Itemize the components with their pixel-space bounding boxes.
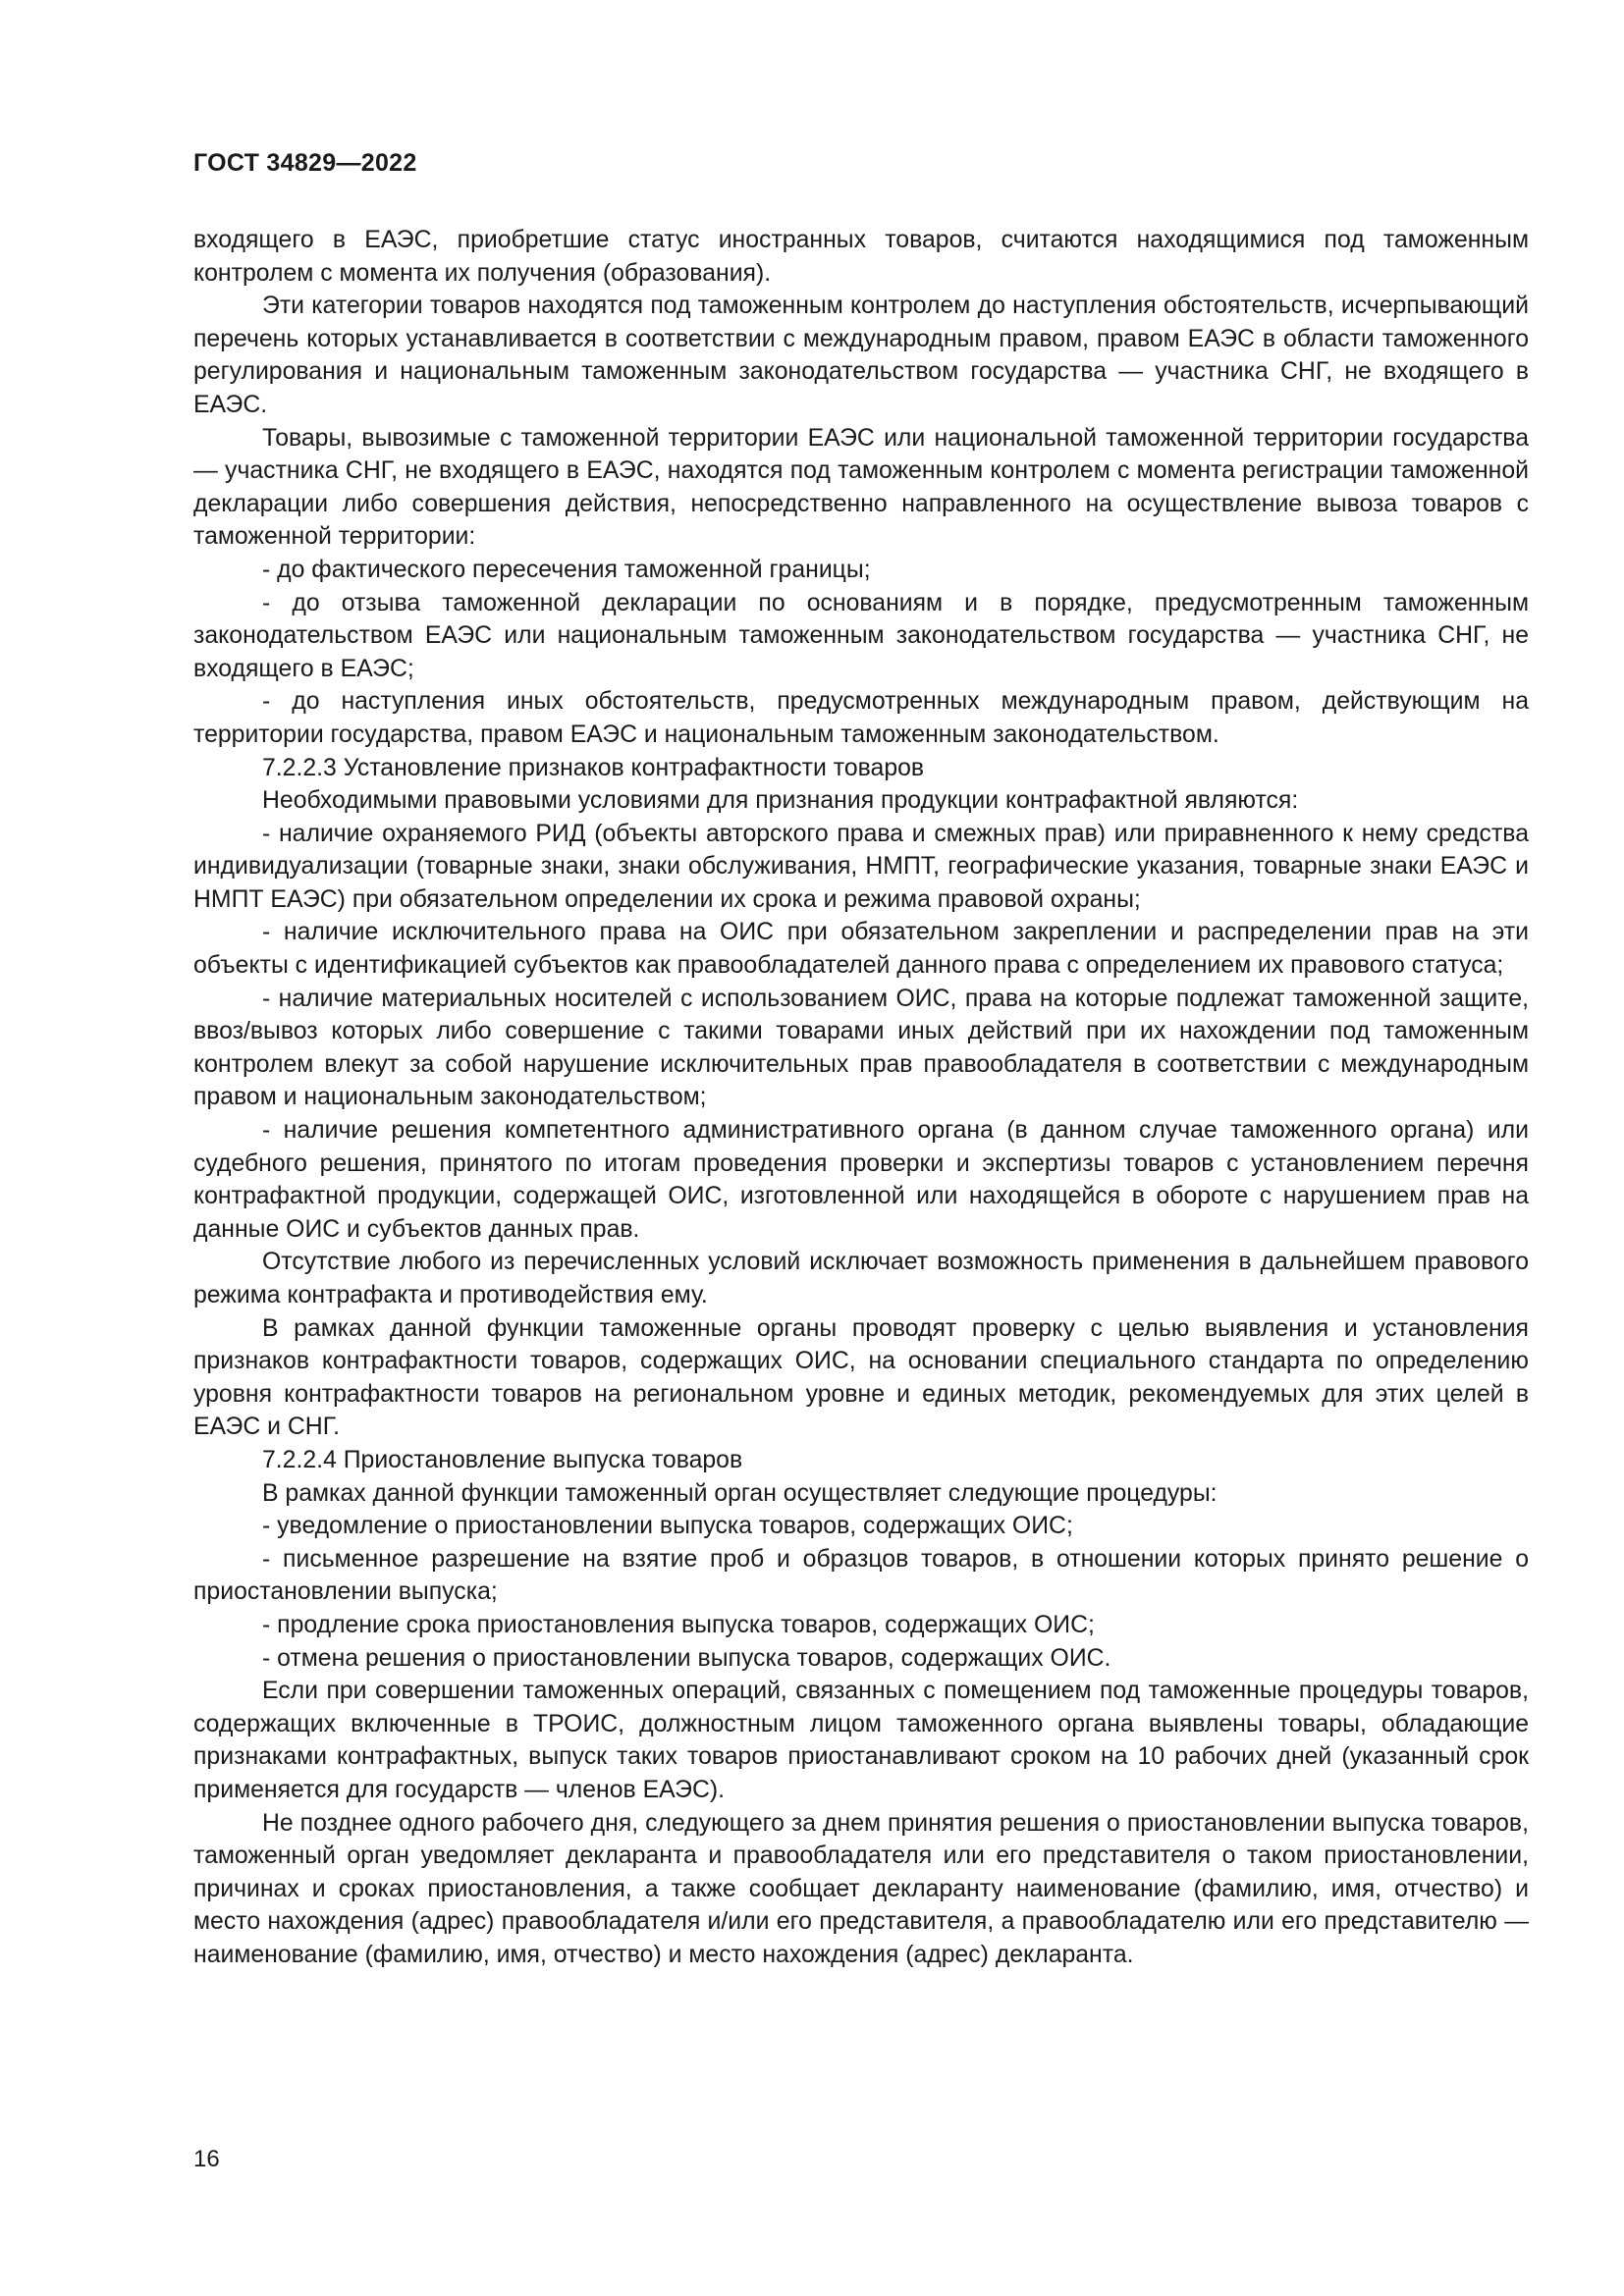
list-item: - наличие исключительного права на ОИС при обязательном закреплении и распределении прав на эти объекты с идентификацией субъектов как правообладателей данного права с определением их правового статуса; [193, 919, 1529, 980]
paragraph: Товары, вывозимые с таможенной территории ЕАЭС или национальной таможенной территории государства — участника СНГ, не входящего в ЕАЭС, находятся под таможенным контролем с момента регистрации таможенной декларации либо совершения действия, непосредственно направленного на осуществление вывоза товаров с таможенной территории: [193, 424, 1529, 551]
paragraph: Не позднее одного рабочего дня, следующего за днем принятия решения о приостановлении выпуска товаров, таможенный орган уведомляет декларанта и правообладателя или его представителя о таком приостановлении, причинах и сроках приостановления, а также сообщает декларанту наименование (фамилию, имя, отчество) и место нахождения (адрес) правообладателя и/или его представителя, а правообладателю или его представителю — наименование (фамилию, имя, отчество) и место нахождения (адрес) декларанта. [193, 1809, 1529, 1968]
paragraph: В рамках данной функции таможенный орган осуществляет следующие процедуры: [262, 1479, 1218, 1507]
document-body [193, 224, 1529, 1971]
list-item: - наличие материальных носителей с использованием ОИС, права на которые подлежат таможенной защите, ввоз/вывоз которых либо совершение с такими товарами иных действий при их нахождении под таможенным контролем влекут за собой нарушение исключительных прав правообладателя в соответствии с международным правом и национальным законодательством; [193, 985, 1529, 1111]
list-item: - отмена решения о приостановлении выпуска товаров, содержащих ОИС. [262, 1644, 1111, 1672]
paragraph: Отсутствие любого из перечисленных условий исключает возможность применения в дальнейшем правового режима контрафакта и противодействия ему. [193, 1249, 1529, 1308]
page-number: 16 [193, 2146, 220, 2172]
list-item: - наличие охраняемого РИД (объекты авторского права и смежных прав) или приравненного к нему средства индивидуализации (товарные знаки, знаки обслуживания, НМПТ, географические указания, товарные знаки ЕАЭС и НМПТ ЕАЭС) при обязательном определении их срока и режима правовой охраны; [193, 820, 1529, 913]
list-item: - уведомление о приостановлении выпуска товаров, содержащих ОИС; [262, 1513, 1073, 1540]
paragraph-continuation: входящего в ЕАЭС, приобретшие статус иностранных товаров, считаются находящимися под таможенным контролем с момента их получения (образования). [193, 227, 1529, 287]
list-item: - наличие решения компетентного административного органа (в данном случае таможенного органа) или судебного решения, принятого по итогам проведения проверки и экспертизы товаров с установлением перечня контрафактной продукции, содержащей ОИС, изготовленной или находящейся в обороте с нарушением прав на данные ОИС и субъектов данных прав. [193, 1117, 1529, 1243]
list-item: - до фактического пересечения таможенной границы; [262, 556, 871, 583]
paragraph: В рамках данной функции таможенные органы проводят проверку с целью выявления и установления признаков контрафактности товаров, содержащих ОИС, на основании специального стандарта по определению уровня контрафактности товаров на региональном уровне и единых методик, рекомендуемых для этих целей в ЕАЭС и СНГ. [193, 1314, 1529, 1441]
section-heading: 7.2.2.3 Установление признаков контрафактности товаров [262, 754, 925, 781]
paragraph: Эти категории товаров находятся под таможенным контролем до наступления обстоятельств, исчерпывающий перечень которых устанавливается в соответствии с международным правом, правом ЕАЭС в области таможенного регулирования и национальным таможенным законодательством государства — участника СНГ, не входящего в ЕАЭС. [193, 293, 1529, 418]
section-heading: 7.2.2.4 Приостановление выпуска товаров [262, 1446, 743, 1473]
list-item: - до отзыва таможенной декларации по основаниям и в порядке, предусмотренным таможенным законодательством ЕАЭС или национальным таможенным законодательством государства — участника СНГ, не входящего в ЕАЭС; [193, 589, 1529, 682]
paragraph: Необходимыми правовыми условиями для признания продукции контрафактной являются: [262, 787, 1299, 815]
paragraph: Если при совершении таможенных операций, связанных с помещением под таможенные процедуры товаров, содержащих включенные в ТРОИС, должностным лицом таможенного органа выявлены товары, обладающие признаками контрафактных, выпуск таких товаров приостанавливают сроком на 10 рабочих дней (указанный срок применяется для государств — членов ЕАЭС). [193, 1678, 1529, 1803]
list-item: - до наступления иных обстоятельств, предусмотренных международным правом, действующим на территории государства, правом ЕАЭС и национальным таможенным законодательством. [193, 688, 1529, 748]
document-header: ГОСТ 34829—2022 [193, 149, 417, 177]
list-item: - продление срока приостановления выпуска товаров, содержащих ОИС; [262, 1611, 1095, 1638]
list-item: - письменное разрешение на взятие проб и образцов товаров, в отношении которых принято решение о приостановлении выпуска; [193, 1545, 1529, 1606]
